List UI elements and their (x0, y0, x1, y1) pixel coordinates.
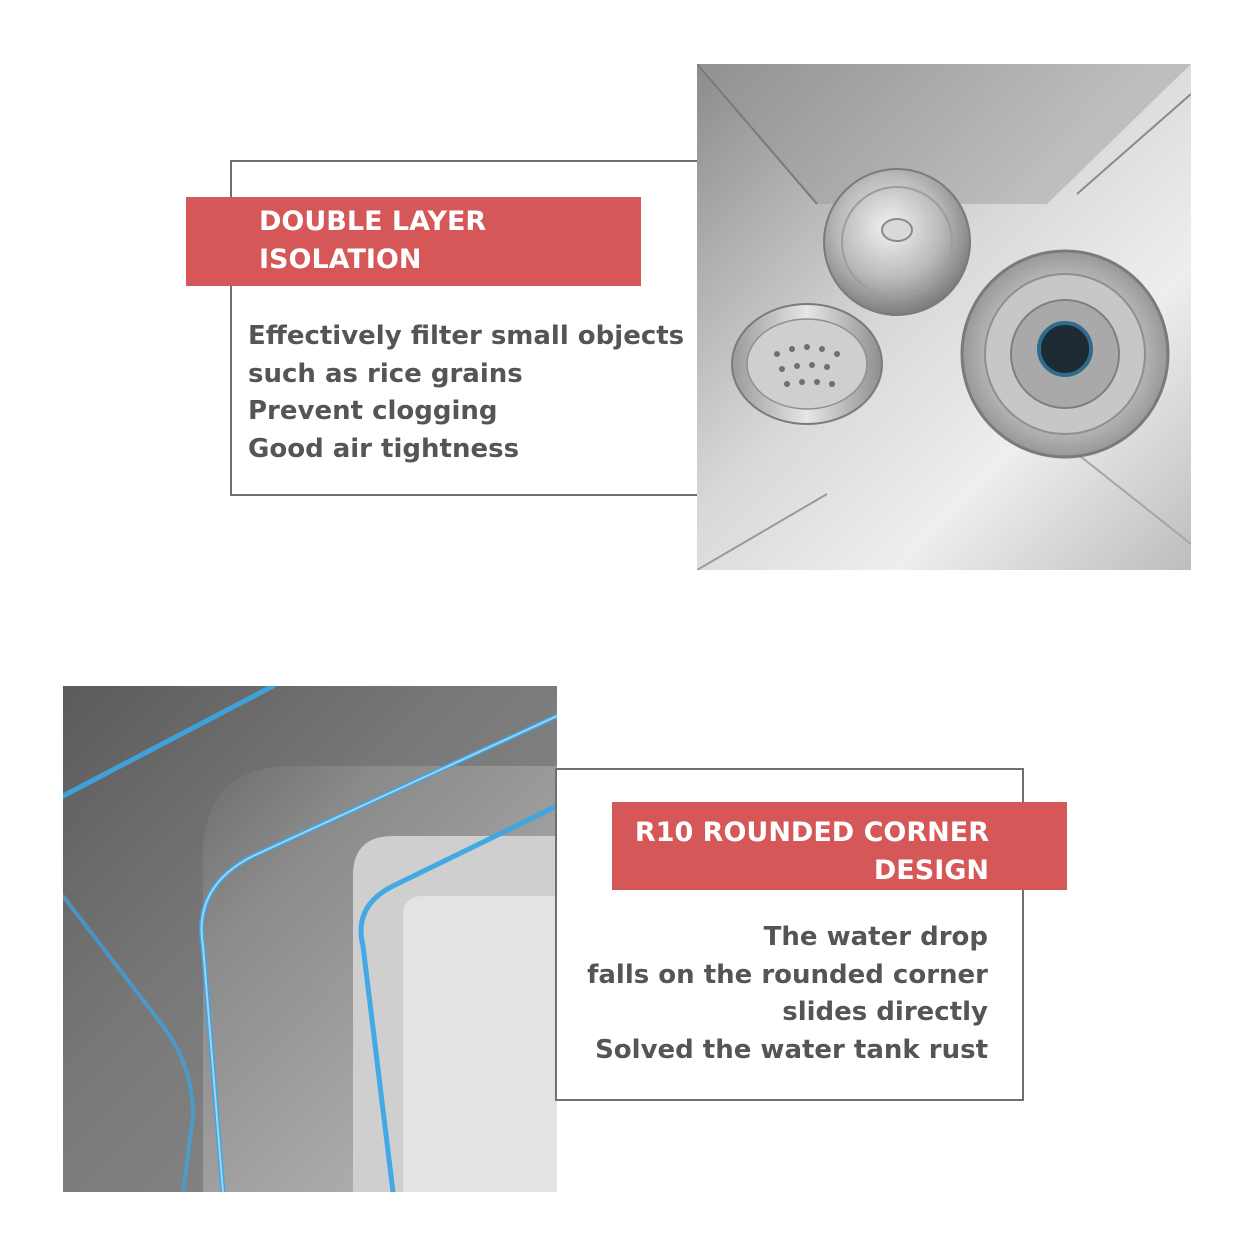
section2-description (587, 919, 988, 1069)
section2-body-line-2: falls on the rounded corner (587, 959, 988, 990)
section1-body-line-3: Prevent clogging (248, 396, 498, 426)
section1-body-line-4: Good air tightness (248, 433, 520, 464)
section1-body-line-1: Effectively filter small objects (248, 321, 685, 351)
section1-title-banner (186, 197, 641, 286)
section1-title-line-1: DOUBLE LAYER (259, 206, 487, 237)
section1-title-line-2: ISOLATION (259, 244, 422, 275)
section2-body-line-1: The water drop (763, 922, 988, 952)
strainer-basket-icon (732, 304, 882, 424)
sink-drain-photo (697, 64, 1191, 570)
section2-body-line-3: slides directly (782, 997, 988, 1027)
drain-body-icon (962, 251, 1168, 457)
section2-title-line-1: R10 ROUNDED CORNER (634, 817, 989, 848)
section1-body-line-2: such as rice grains (248, 358, 523, 389)
section2-body-line-4: Solved the water tank rust (595, 1034, 988, 1065)
rounded-corner-photo (63, 686, 557, 1192)
section1-description (248, 318, 684, 468)
section2-title-banner (612, 802, 1067, 890)
drain-cap-icon (824, 169, 970, 315)
section2-title-line-2: DESIGN (873, 855, 989, 886)
